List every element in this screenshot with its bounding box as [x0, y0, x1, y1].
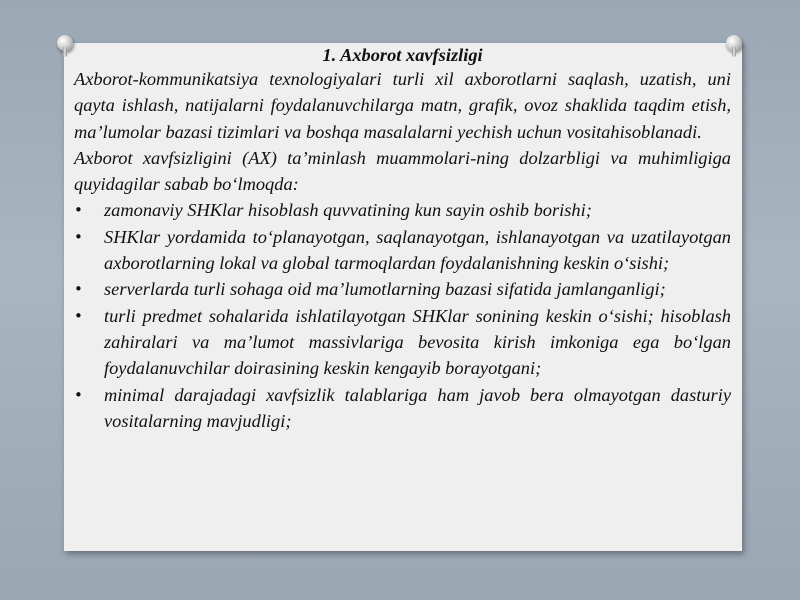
bullet-icon: • [74, 306, 83, 325]
list-item [74, 382, 731, 435]
list-item-text: zamonaviy SHKlar hisoblash quvvatining kun sayin oshib borishi; [104, 200, 592, 221]
slide-title: 1. Axborot xavfsizligi [322, 45, 483, 65]
bullet-icon: • [74, 201, 83, 220]
list-item-text: turli predmet sohalarida ishlatilayotgan SHKlar sonining keskin o‘sishi; hisoblash zahiralari va ma’lumot massivlariga bevosita kirish imkoniga ega bo‘lgan foydalanuvchilar doirasining keskin kengayib borayotgani; [104, 305, 731, 379]
list-item [74, 197, 731, 223]
list-item-text: serverlarda turli sohaga oid ma’lumotlarning bazasi sifatida jamlanganligi; [104, 279, 666, 300]
list-item [74, 224, 731, 277]
list-item [74, 276, 731, 302]
list-item [74, 303, 731, 382]
reasons-list [74, 197, 731, 434]
list-item-text: SHKlar yordamida to‘planayotgan, saqlanayotgan, ishlanayotgan va uzatilayotgan axborotlarning lokal va global tarmoqlardan foydalanishning keskin o‘sishi; [104, 226, 731, 274]
bullet-icon: • [74, 280, 83, 299]
slide-content [74, 44, 731, 434]
reasons-paragraph: Axborot xavfsizligini (AX) ta’minlash muammolari-ning dolzarbligi va muhimligiga quyidagilar sabab bo‘lmoqda: [74, 147, 731, 195]
list-item-text: minimal darajadagi xavfsizlik talablariga ham javob bera olmayotgan dasturiy vositalarning mavjudligi; [104, 384, 731, 431]
bullet-icon: • [74, 385, 83, 404]
push-pin-left-icon [57, 35, 73, 51]
bullet-icon: • [74, 227, 83, 246]
intro-paragraph: Axborot-kommunikatsiya texnologiyalari turli xil axborotlarni saqlash, uzatish, uni qayta ishlash, natijalarni foydalanuvchilarga matn, grafik, ovoz shaklida taqdim etish, ma’lumolar bazasi tizimlari va boshqa masalalarni yechish uchun vositahisoblanadi. [74, 69, 731, 142]
